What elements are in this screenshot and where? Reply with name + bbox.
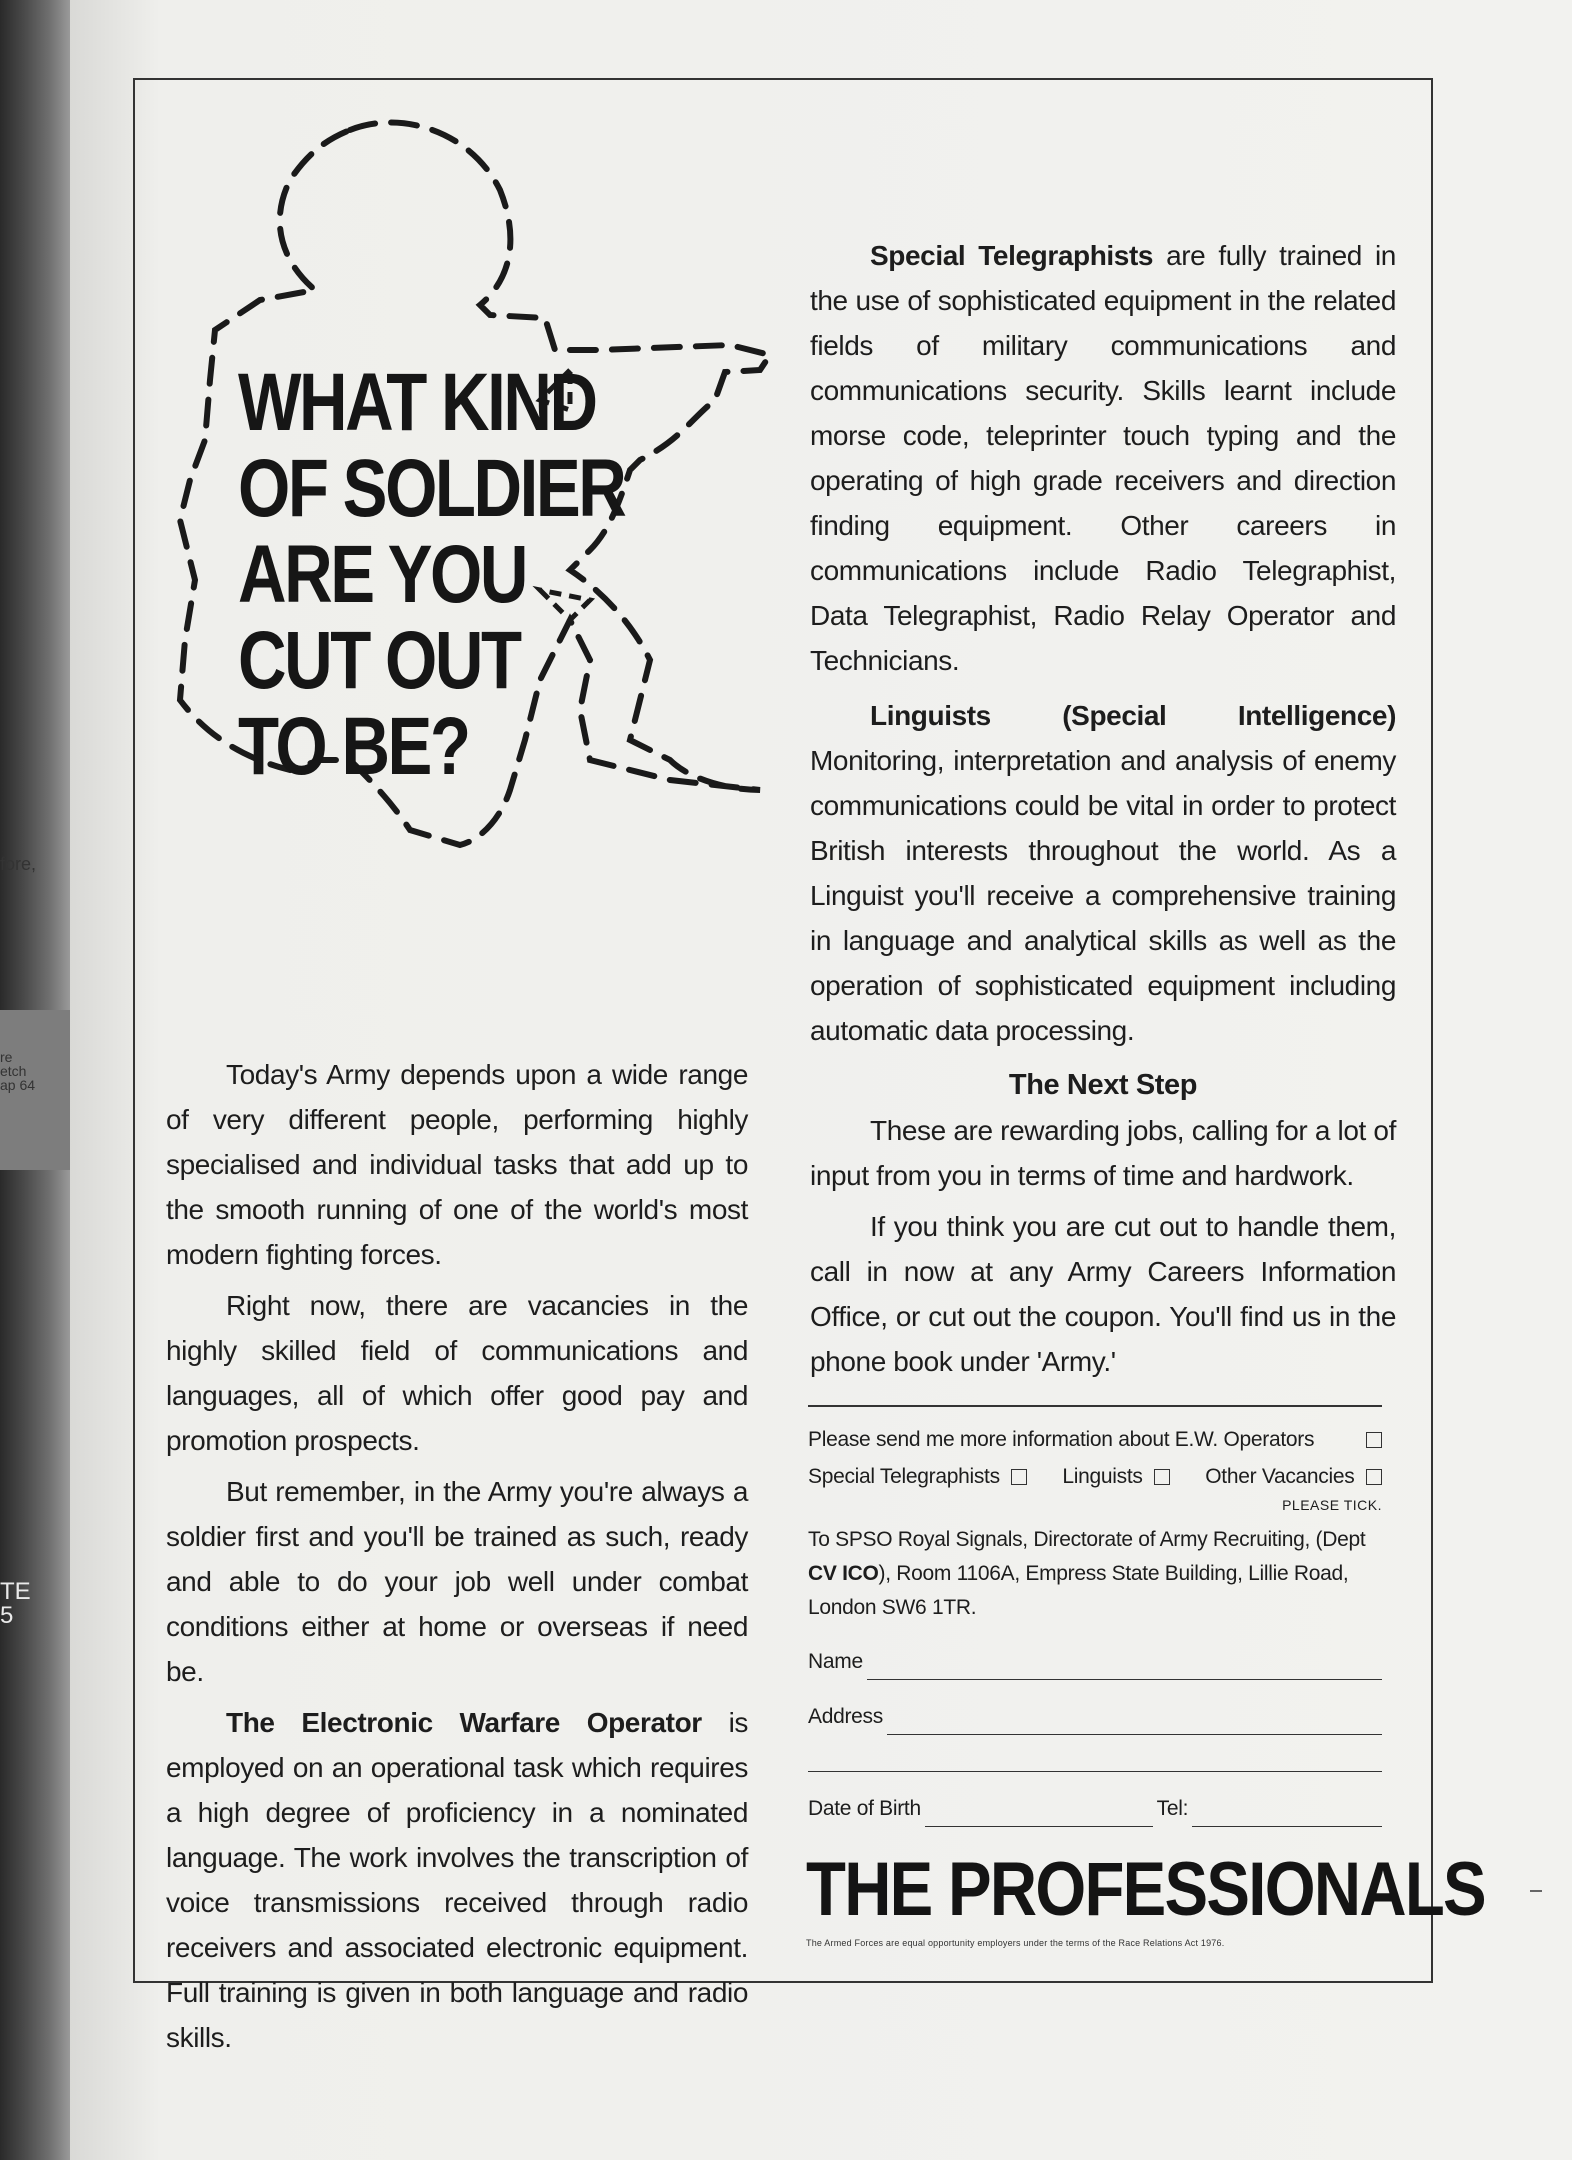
equal-opportunity-footnote: The Armed Forces are equal opportunity employers under the terms of the Race Relations Act 1976. xyxy=(806,1938,1225,1948)
dob-label: Date of Birth xyxy=(808,1797,921,1820)
linguists-paragraph xyxy=(810,693,1396,1053)
spine-text-mid: re etch ap 64 xyxy=(0,1049,36,1093)
telegraphists-title: Special Telegraphists xyxy=(870,240,1154,271)
headline xyxy=(238,357,625,792)
please-tick-note: PLEASE TICK. xyxy=(1282,1497,1382,1513)
special-telegraphists-checkbox[interactable] xyxy=(1011,1469,1027,1485)
intro-paragraph: Today's Army depends upon a wide range of very different people, performing highly specialised and individual tasks that add up to the smooth running of one of the world's most modern fighting forces. xyxy=(166,1059,748,1270)
address-text-start: To SPSO Royal Signals, Directorate of Army Recruiting, (Dept xyxy=(808,1528,1366,1551)
option-other-vacancies xyxy=(1205,1458,1382,1495)
next-step-paragraph-2: If you think you are cut out to handle them, call in now at any Army Careers Information Office, or cut out the coupon. You'll find us in the phone book under 'Army.' xyxy=(810,1211,1396,1377)
headline-line-4: CUT OUT xyxy=(238,615,520,706)
magazine-spine xyxy=(0,0,70,2160)
name-label: Name xyxy=(808,1650,863,1673)
telegraphists-text: are fully trained in the use of sophisticated equipment in the related fields of military communications and communications security. Skills learnt include morse code, teleprinter touch typing and the operating of high grade receivers and direction finding equipment. Other careers in communications include Radio Telegraphist, Data Telegraphist, Radio Relay Operator and Technicians. xyxy=(810,240,1396,676)
dept-code: CV ICO xyxy=(808,1562,879,1585)
dob-tel-field[interactable] xyxy=(808,1790,1382,1827)
tel-label: Tel: xyxy=(1156,1797,1189,1820)
brand-slogan: THE PROFESSIONALS xyxy=(806,1847,1485,1932)
linguists-checkbox[interactable] xyxy=(1154,1469,1170,1485)
ew-operator-text: is employed on an operational task which requires a high degree of proficiency in a nominated language. The work involves the transcription of voice transmissions received through radio receivers and associated electronic equipment. Full training is given in both language and radio skills. xyxy=(166,1707,748,2053)
address-field[interactable] xyxy=(808,1698,1382,1735)
spine-text-bottom: TE 5 xyxy=(0,1578,31,1629)
spine-text-top: fore, xyxy=(0,854,37,874)
page-edge-mark xyxy=(1530,1890,1542,1892)
linguists-title: Linguists (Special Intelligence) xyxy=(870,700,1396,731)
coupon-row-ew xyxy=(808,1421,1382,1458)
coupon-row-options xyxy=(808,1458,1382,1495)
special-telegraphists-label: Special Telegraphists xyxy=(808,1465,1000,1488)
telegraphists-paragraph xyxy=(810,233,1396,683)
linguists-label: Linguists xyxy=(1062,1465,1143,1488)
ew-operator-title: The Electronic Warfare Operator xyxy=(226,1707,702,1738)
headline-line-2: OF SOLDIER xyxy=(238,443,625,534)
ew-operators-checkbox[interactable] xyxy=(1366,1432,1382,1448)
right-column xyxy=(810,233,1396,1390)
name-field[interactable] xyxy=(808,1643,1382,1680)
dob-input-line[interactable] xyxy=(925,1804,1153,1827)
next-step-heading: The Next Step xyxy=(1008,1069,1198,1101)
coupon-form xyxy=(808,1405,1382,1827)
headline-line-1: WHAT KIND xyxy=(238,357,596,448)
next-step-paragraph-1: These are rewarding jobs, calling for a lot of input from you in terms of time and hardwork. xyxy=(810,1115,1396,1191)
other-vacancies-label: Other Vacancies xyxy=(1205,1465,1355,1488)
vacancies-paragraph: Right now, there are vacancies in the highly skilled field of communications and languages, all of which offer good pay and promotion prospects. xyxy=(166,1290,748,1456)
ew-operator-paragraph xyxy=(166,1700,748,2060)
coupon-address xyxy=(808,1523,1382,1625)
name-input-line[interactable] xyxy=(867,1657,1382,1680)
option-special-telegraphists xyxy=(808,1458,1027,1495)
tel-input-line[interactable] xyxy=(1192,1804,1382,1827)
soldier-first-paragraph: But remember, in the Army you're always a soldier first and you'll be trained as such, ready and able to do your job well under combat conditions either at home or overseas if need be. xyxy=(166,1476,748,1687)
coupon-line-1: Please send me more information about E.W. Operators xyxy=(808,1428,1315,1451)
headline-line-3: ARE YOU xyxy=(238,529,526,620)
linguists-text: Monitoring, interpretation and analysis of enemy communications could be vital in order to protect British interests throughout the world. As a Linguist you'll receive a comprehensive training in language and analytical skills as well as the operation of sophisticated equipment including automatic data processing. xyxy=(810,745,1396,1046)
address-input-line[interactable] xyxy=(887,1712,1382,1735)
option-linguists xyxy=(1062,1458,1170,1495)
headline-line-5: TO BE? xyxy=(238,701,469,792)
other-vacancies-checkbox[interactable] xyxy=(1366,1469,1382,1485)
address-text-end: ), Room 1106A, Empress State Building, Lillie Road, London SW6 1TR. xyxy=(808,1562,1349,1619)
address-label: Address xyxy=(808,1705,883,1728)
address-extra-line[interactable] xyxy=(808,1745,1382,1772)
left-column xyxy=(166,1052,748,2066)
